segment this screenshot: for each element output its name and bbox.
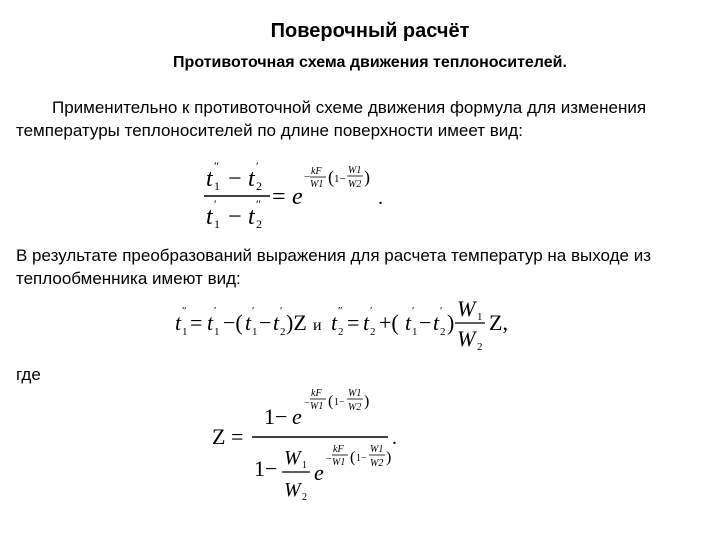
svg-text:): ) xyxy=(364,393,370,410)
svg-text:=: = xyxy=(190,310,203,335)
svg-text:−(: −( xyxy=(223,310,243,335)
formula-temperature-ratio xyxy=(200,156,400,241)
svg-text:t: t xyxy=(273,310,280,335)
svg-text:t: t xyxy=(248,166,255,192)
intro-paragraph: Применительно к противоточной схеме движения формула для изменения температуры теплоносителей по длине поверхности имеет вид: xyxy=(16,98,647,140)
svg-text:−: − xyxy=(304,398,310,409)
svg-text:1: 1 xyxy=(182,326,188,338)
svg-text:e: e xyxy=(314,460,324,485)
svg-text:″: ″ xyxy=(256,197,261,211)
svg-text:W1: W1 xyxy=(310,401,324,412)
svg-text:): ) xyxy=(447,310,455,335)
section-subtitle: Противоточная схема движения теплоносителей. xyxy=(173,54,567,71)
svg-text:=: = xyxy=(272,184,286,210)
svg-text:W2: W2 xyxy=(370,458,384,469)
svg-text:′: ′ xyxy=(370,305,373,317)
transformation-paragraph: В результате преобразований выражения для расчета температур на выходе из теплообменника имеют вид: xyxy=(16,246,652,288)
svg-text:t: t xyxy=(433,310,440,335)
svg-text:2: 2 xyxy=(477,341,483,352)
svg-text:1−: 1− xyxy=(356,453,367,464)
formula-1-graphic xyxy=(200,156,400,236)
svg-text:kF: kF xyxy=(311,166,322,177)
svg-text:−: − xyxy=(419,310,432,335)
svg-text:.: . xyxy=(378,187,383,209)
svg-text:kF: kF xyxy=(333,444,344,455)
svg-text:t: t xyxy=(207,310,214,335)
svg-text:W2: W2 xyxy=(348,179,362,190)
svg-text:″: ″ xyxy=(182,305,187,317)
svg-text:): ) xyxy=(364,167,370,187)
svg-text:′: ′ xyxy=(214,197,217,211)
svg-text:2: 2 xyxy=(256,179,262,193)
svg-text:W: W xyxy=(457,326,476,351)
svg-text:−: − xyxy=(228,166,242,192)
svg-text:)Z: )Z xyxy=(286,310,307,335)
svg-text:1: 1 xyxy=(214,179,220,193)
svg-text:1: 1 xyxy=(412,326,418,338)
svg-text:t: t xyxy=(206,204,213,230)
formula-3-graphic xyxy=(208,380,428,510)
svg-text:1−: 1− xyxy=(264,404,288,429)
svg-text:.: . xyxy=(392,427,397,449)
svg-text:2: 2 xyxy=(256,217,262,231)
svg-text:t: t xyxy=(405,310,412,335)
svg-text:′: ′ xyxy=(440,305,443,317)
svg-text:−: − xyxy=(304,171,311,183)
svg-text:2: 2 xyxy=(370,326,376,338)
svg-text:W: W xyxy=(284,479,301,501)
svg-text:e: e xyxy=(292,404,302,429)
svg-text:2: 2 xyxy=(440,326,446,338)
svg-text:′: ′ xyxy=(412,305,415,317)
formula-outlet-temperatures xyxy=(165,292,555,357)
svg-text:W1: W1 xyxy=(332,457,346,468)
svg-text:″: ″ xyxy=(338,305,343,317)
svg-text:Z,: Z, xyxy=(489,310,508,335)
svg-text:1: 1 xyxy=(477,311,483,323)
page-title: Поверочный расчёт xyxy=(270,20,470,42)
svg-text:e: e xyxy=(292,184,303,210)
svg-text:2: 2 xyxy=(280,326,286,338)
svg-text:W: W xyxy=(457,296,476,321)
svg-text:t: t xyxy=(175,310,182,335)
svg-text:1: 1 xyxy=(252,326,258,338)
svg-text:t: t xyxy=(363,310,370,335)
svg-text:−: − xyxy=(228,204,242,230)
formula-2-graphic xyxy=(165,292,555,352)
svg-text:W1: W1 xyxy=(370,444,384,455)
svg-text:′: ′ xyxy=(252,305,255,317)
svg-text:kF: kF xyxy=(311,388,322,399)
svg-text:1: 1 xyxy=(302,460,307,471)
svg-text:1−: 1− xyxy=(334,173,346,185)
svg-text:2: 2 xyxy=(338,326,344,338)
formula-z-definition xyxy=(208,380,428,515)
svg-text:1−: 1− xyxy=(334,397,345,408)
svg-text:2: 2 xyxy=(302,492,307,503)
svg-text:1−: 1− xyxy=(254,456,278,481)
svg-text:t: t xyxy=(331,310,338,335)
svg-text:−: − xyxy=(326,454,332,465)
svg-text:′: ′ xyxy=(256,159,259,173)
svg-text:′: ′ xyxy=(280,305,283,317)
svg-text:t: t xyxy=(248,204,255,230)
svg-text:): ) xyxy=(386,449,392,466)
where-label: где xyxy=(16,365,41,384)
svg-text:W1: W1 xyxy=(348,165,362,176)
svg-text:W1: W1 xyxy=(310,179,324,190)
svg-text:и: и xyxy=(313,317,322,334)
svg-text:W2: W2 xyxy=(348,402,362,413)
svg-text:(: ( xyxy=(350,449,356,466)
svg-text:+(: +( xyxy=(379,310,399,335)
svg-text:(: ( xyxy=(328,393,334,410)
svg-text:W1: W1 xyxy=(348,388,362,399)
svg-text:=: = xyxy=(347,310,360,335)
svg-text:1: 1 xyxy=(214,217,220,231)
svg-text:Z =: Z = xyxy=(212,424,244,449)
svg-text:−: − xyxy=(259,310,272,335)
svg-text:1: 1 xyxy=(214,326,220,338)
svg-text:W: W xyxy=(284,447,301,469)
svg-text:t: t xyxy=(245,310,252,335)
svg-text:′: ′ xyxy=(214,305,217,317)
svg-text:(: ( xyxy=(328,167,334,187)
svg-text:t: t xyxy=(206,166,213,192)
svg-text:″: ″ xyxy=(214,159,219,173)
